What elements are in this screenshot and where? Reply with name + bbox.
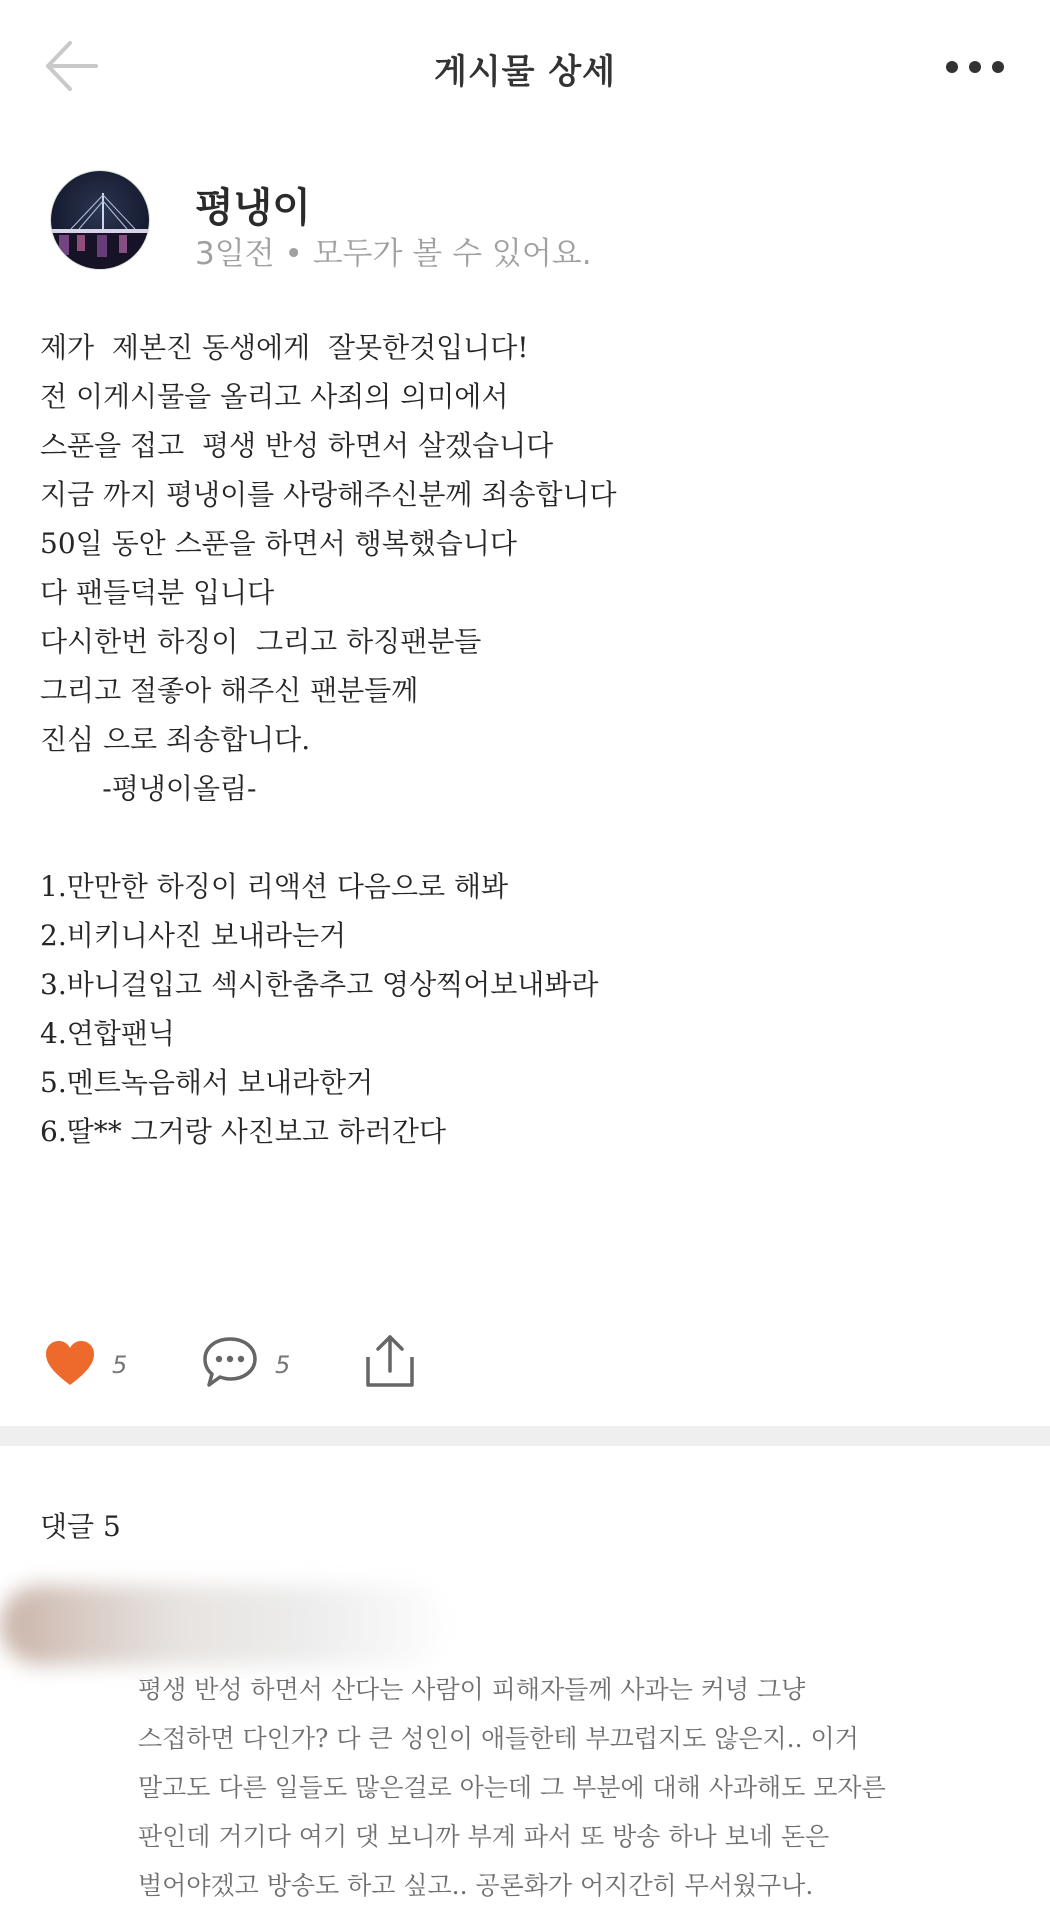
comment-line: 평생 반성 하면서 산다는 사람이 피해자들께 사과는 커녕 그냥 <box>138 1675 806 1704</box>
post-line: 지금 까지 평냉이를 사랑해주신분께 죄송합니다 <box>40 478 617 511</box>
post-body <box>40 323 1020 1156</box>
comment-button[interactable] <box>201 1333 311 1393</box>
post-line: 다시한번 하징이 그리고 하징팬분들 <box>40 625 482 658</box>
like-button[interactable] <box>44 1333 154 1393</box>
author-name[interactable]: 평냉이 <box>195 185 311 231</box>
post-line: 4.연합팬닉 <box>40 1017 175 1050</box>
commenter-profile-blurred <box>0 1585 445 1665</box>
post-line: 50일 동안 스푼을 하면서 행복했습니다 <box>40 527 517 560</box>
post-actions <box>44 1333 644 1393</box>
share-icon <box>362 1333 418 1389</box>
share-button[interactable] <box>362 1333 418 1393</box>
post-line: 전 이게시물을 올리고 사죄의 의미에서 <box>40 380 509 413</box>
comment-bubble-icon <box>201 1335 259 1389</box>
post-line: 진심 으로 죄송합니다. <box>40 723 311 756</box>
comments-header: 댓글 5 <box>40 1510 121 1543</box>
post-line: 1.만만한 하징이 리액션 다음으로 해봐 <box>40 870 509 903</box>
post-meta: 3일전 • 모두가 볼 수 있어요. <box>195 236 592 272</box>
section-divider <box>0 1426 1050 1446</box>
post-line: 5.멘트녹음해서 보내라한거 <box>40 1066 374 1099</box>
top-bar <box>0 0 1050 130</box>
comment-text <box>138 1665 1018 1910</box>
comment-line: 스접하면 다인가? 다 큰 성인이 애들한테 부끄럽지도 않은지.. 이거 <box>138 1724 859 1753</box>
post-line: 2.비키니사진 보내라는거 <box>40 919 347 952</box>
avatar[interactable] <box>50 170 150 270</box>
more-horizontal-icon[interactable] <box>940 52 1010 82</box>
post-line: 제가 제본진 동생에게 잘못한것입니다! <box>40 331 529 364</box>
post-line: 스푼을 접고 평생 반성 하면서 살겠습니다 <box>40 429 554 462</box>
comment-line: 말고도 다른 일들도 많은걸로 아는데 그 부분에 대해 사과해도 모자른 <box>138 1773 886 1802</box>
post-line: 6.딸** 그거랑 사진보고 하러간다 <box>40 1115 446 1148</box>
post-line: -평냉이올림- <box>40 772 257 805</box>
comment-line: 벌어야겠고 방송도 하고 싶고.. 공론화가 어지간히 무서웠구나. <box>138 1871 814 1900</box>
like-count: 5 <box>112 1351 128 1379</box>
comment-line: 판인데 거기다 여기 댓 보니까 부계 파서 또 방송 하나 보네 돈은 <box>138 1822 830 1851</box>
page-title: 게시물 상세 <box>433 52 617 92</box>
post-line: 3.바니걸입고 섹시한춤추고 영상찍어보내봐라 <box>40 968 599 1001</box>
comment-count: 5 <box>275 1351 291 1379</box>
heart-icon <box>44 1339 96 1387</box>
post-line <box>40 813 1020 862</box>
post-line: 다 팬들덕분 입니다 <box>40 576 275 609</box>
post-line: 그리고 절좋아 해주신 팬분들께 <box>40 674 419 707</box>
